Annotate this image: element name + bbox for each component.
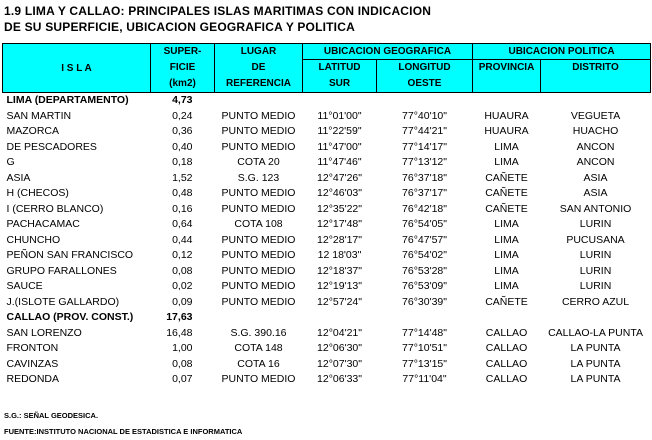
cell-latitud: 12°19'13" (317, 280, 362, 292)
cell-distrito: ASIA (583, 187, 608, 199)
cell-latitud: 12°46'03" (317, 187, 362, 199)
cell-provincia: HUAURA (484, 125, 529, 137)
cell-superficie: 0,16 (172, 202, 193, 215)
cell-latitud: 12 18'03" (317, 249, 362, 261)
cell-superficie: 0,48 (172, 187, 193, 199)
cell-latitud: 12°28'17" (317, 233, 362, 246)
cell-distrito: ANCON (576, 140, 615, 153)
cell-provincia: LIMA (494, 249, 519, 261)
header-superficie-line-1: SUPER- (163, 46, 202, 57)
cell-lugar: PUNTO MEDIO (221, 109, 296, 122)
cell-distrito (541, 93, 651, 109)
cell-superficie: 0,07 (172, 373, 193, 385)
cell-lugar: PUNTO MEDIO (221, 233, 296, 246)
header-provincia-label: PROVINCIA (478, 62, 535, 73)
note-sg: S.G.: SEÑAL GEODESICA. (4, 411, 99, 420)
cell-superficie: 0,02 (172, 280, 193, 292)
cell-longitud: 77°13'15" (402, 357, 447, 370)
cell-superficie: 0,36 (172, 125, 193, 137)
table-row (3, 171, 651, 187)
cell-longitud: 77°13'12" (402, 156, 447, 168)
section-row (3, 310, 651, 326)
cell-superficie: 0,18 (172, 156, 193, 168)
cell-superficie: 1,00 (172, 342, 193, 354)
table-row (3, 295, 651, 311)
header-isla: I S L A (3, 44, 151, 93)
title-line-1: 1.9 LIMA Y CALLAO: PRINCIPALES ISLAS MARITIMAS CON INDICACION (4, 4, 432, 18)
cell-lugar: S.G. 390.16 (230, 326, 287, 339)
table-row (3, 217, 651, 233)
cell-isla: LIMA (DEPARTAMENTO) (6, 94, 129, 106)
cell-superficie: 0,40 (172, 140, 193, 153)
header-lugar-line-1: LUGAR (240, 46, 277, 57)
cell-distrito: LA PUNTA (570, 357, 621, 370)
cell-distrito: ASIA (583, 171, 608, 184)
header-superficie-line-3: (km2) (169, 78, 196, 89)
title-line-2: DE SU SUPERFICIE, UBICACION GEOGRAFICA Y POLITICA (4, 20, 355, 34)
cell-provincia: CAÑETE (485, 202, 528, 215)
header-latitud (303, 60, 377, 93)
cell-superficie: 0,64 (172, 218, 193, 230)
header-distrito (541, 60, 651, 93)
cell-distrito: ANCON (576, 156, 615, 168)
cell-isla: CHUNCHO (6, 233, 61, 246)
cell-provincia: LIMA (494, 218, 519, 230)
cell-provincia (473, 93, 541, 109)
cell-lugar (215, 93, 303, 109)
cell-longitud: 77°40'10" (402, 109, 447, 122)
table-row (3, 186, 651, 202)
cell-provincia: LIMA (494, 140, 519, 153)
cell-longitud: 77°10'51" (402, 342, 447, 354)
table-row (3, 372, 651, 388)
cell-superficie: 0,08 (172, 357, 193, 370)
cell-lugar: PUNTO MEDIO (221, 249, 296, 261)
cell-lugar: S.G. 123 (237, 171, 280, 184)
cell-distrito: LURIN (579, 264, 612, 277)
cell-isla: CALLAO (PROV. CONST.) (6, 311, 134, 323)
header-superficie (151, 44, 215, 93)
table-row (3, 124, 651, 140)
cell-latitud: 12°18'37" (317, 264, 362, 277)
cell-lugar: PUNTO MEDIO (221, 187, 296, 199)
cell-isla: CAVINZAS (6, 357, 59, 370)
cell-latitud: 12°04'21" (317, 326, 362, 339)
table-row (3, 279, 651, 295)
cell-provincia: CALLAO (485, 373, 528, 385)
cell-isla: H (CHECOS) (6, 187, 69, 199)
cell-longitud (377, 310, 473, 326)
cell-distrito: LA PUNTA (570, 373, 621, 385)
cell-distrito: VEGUETA (570, 109, 621, 122)
cell-latitud: 12°17'48" (317, 218, 362, 230)
cell-provincia: LIMA (494, 156, 519, 168)
cell-latitud: 12°06'33" (317, 373, 362, 385)
table-row (3, 264, 651, 280)
header-lugar (215, 44, 303, 93)
header-ubicacion-politica: UBICACION POLITICA (473, 44, 651, 60)
cell-isla: PACHACAMAC (6, 218, 80, 230)
cell-provincia: CALLAO (485, 357, 528, 370)
cell-lugar: PUNTO MEDIO (221, 140, 296, 153)
cell-latitud: 11°22'59" (317, 125, 362, 137)
cell-provincia: CAÑETE (485, 171, 528, 184)
cell-provincia: LIMA (494, 280, 519, 292)
header-ubicacion-geografica: UBICACION GEOGRAFICA (303, 44, 473, 60)
cell-lugar: PUNTO MEDIO (221, 202, 296, 215)
cell-latitud: 11°01'00" (317, 109, 362, 122)
cell-longitud: 77°44'21" (402, 125, 447, 137)
cell-superficie: 16,48 (166, 326, 193, 339)
cell-isla: J.(ISLOTE GALLARDO) (6, 295, 120, 308)
cell-isla: FRONTON (6, 342, 59, 354)
cell-distrito: PUCUSANA (566, 233, 625, 246)
header-longitud-line-1: LONGITUD (398, 62, 451, 73)
cell-isla: SAUCE (6, 280, 43, 292)
cell-longitud: 76°30'39" (402, 295, 447, 308)
cell-provincia: CALLAO (485, 326, 528, 339)
cell-superficie: 17,63 (166, 311, 193, 323)
table-body (3, 93, 651, 388)
cell-superficie: 0,24 (172, 109, 193, 122)
cell-longitud: 76°53'09" (402, 280, 447, 292)
cell-provincia: CAÑETE (485, 187, 528, 199)
note-fuente: FUENTE:INSTITUTO NACIONAL DE ESTADISTICA E INFORMATICA (4, 427, 243, 436)
cell-provincia: HUAURA (484, 109, 529, 122)
cell-isla: I (CERRO BLANCO) (6, 202, 104, 215)
cell-latitud (303, 310, 377, 326)
cell-longitud: 76°53'28" (402, 264, 447, 277)
cell-superficie: 0,08 (172, 264, 193, 277)
cell-lugar: PUNTO MEDIO (221, 280, 296, 292)
cell-isla: PEÑON SAN FRANCISCO (6, 249, 134, 261)
cell-isla: SAN LORENZO (6, 326, 82, 339)
cell-provincia: LIMA (494, 233, 519, 246)
table-row (3, 202, 651, 218)
cell-isla: SAN MARTIN (6, 109, 72, 122)
cell-provincia: CALLAO (485, 342, 528, 354)
cell-distrito: LURIN (579, 280, 612, 292)
cell-latitud: 12°47'26" (317, 171, 362, 184)
header-longitud (377, 60, 473, 93)
cell-superficie: 0,12 (172, 249, 193, 261)
cell-superficie: 0,09 (172, 295, 193, 308)
header-latitud-line-1: LATITUD (318, 62, 361, 73)
cell-superficie: 0,44 (172, 233, 193, 246)
cell-provincia: CAÑETE (485, 295, 528, 308)
cell-longitud: 77°14'48" (402, 326, 447, 339)
cell-longitud: 77°14'17" (402, 140, 447, 153)
table-row (3, 233, 651, 249)
cell-provincia (473, 310, 541, 326)
cell-latitud: 12°57'24" (317, 295, 362, 308)
table-row (3, 248, 651, 264)
header-distrito-label: DISTRITO (572, 62, 619, 73)
cell-distrito: CERRO AZUL (561, 295, 630, 308)
cell-latitud: 11°47'46" (317, 156, 362, 168)
cell-lugar (215, 310, 303, 326)
table-row (3, 140, 651, 156)
cell-isla: REDONDA (6, 373, 60, 385)
cell-longitud: 76°54'02" (402, 249, 447, 261)
cell-latitud: 11°47'00" (317, 140, 362, 153)
cell-distrito: CALLAO-LA PUNTA (548, 326, 643, 339)
cell-provincia: LIMA (494, 264, 519, 277)
cell-lugar: COTA 108 (234, 218, 283, 230)
cell-latitud: 12°06'30" (317, 342, 362, 354)
header-lugar-line-3: REFERENCIA (225, 78, 291, 89)
header-longitud-line-2: OESTE (407, 78, 442, 89)
cell-lugar: PUNTO MEDIO (221, 125, 296, 137)
cell-latitud: 12°35'22" (317, 202, 362, 215)
cell-longitud: 76°37'17" (402, 187, 447, 199)
cell-distrito: SAN ANTONIO (559, 202, 632, 215)
cell-longitud: 76°47'57" (402, 233, 447, 246)
cell-distrito: HUACHO (572, 125, 619, 137)
cell-lugar: COTA 16 (237, 357, 280, 370)
cell-longitud: 77°11'04" (402, 373, 447, 385)
cell-longitud: 76°42'18" (402, 202, 447, 215)
cell-lugar: PUNTO MEDIO (221, 373, 296, 385)
cell-distrito: LURIN (579, 249, 612, 261)
header-latitud-line-2: SUR (328, 78, 351, 89)
cell-lugar: COTA 20 (237, 156, 280, 168)
islands-table (2, 43, 651, 388)
table-row (3, 341, 651, 357)
header-lugar-line-2: DE (251, 62, 266, 73)
table-row (3, 109, 651, 125)
cell-longitud (377, 93, 473, 109)
header-superficie-line-2: FICIE (169, 62, 196, 73)
cell-longitud: 76°54'05" (402, 218, 447, 230)
cell-superficie: 1,52 (172, 171, 193, 184)
cell-distrito (541, 310, 651, 326)
cell-isla: G (6, 156, 15, 168)
cell-isla: MAZORCA (6, 125, 59, 137)
table-row (3, 326, 651, 342)
cell-distrito: LURIN (579, 218, 612, 230)
table-row (3, 357, 651, 373)
cell-isla: DE PESCADORES (6, 140, 97, 153)
cell-superficie: 4,73 (172, 94, 193, 106)
section-row (3, 93, 651, 109)
table-row (3, 155, 651, 171)
cell-latitud: 12°07'30" (317, 357, 362, 370)
table-title (4, 3, 431, 35)
cell-isla: GRUPO FARALLONES (6, 264, 117, 277)
cell-lugar: PUNTO MEDIO (221, 264, 296, 277)
cell-lugar: COTA 148 (234, 342, 283, 354)
cell-lugar: PUNTO MEDIO (221, 295, 296, 308)
cell-latitud (303, 93, 377, 109)
header-provincia (473, 60, 541, 93)
cell-distrito: LA PUNTA (570, 342, 621, 354)
cell-longitud: 76°37'18" (402, 171, 447, 184)
cell-isla: ASIA (6, 171, 31, 184)
